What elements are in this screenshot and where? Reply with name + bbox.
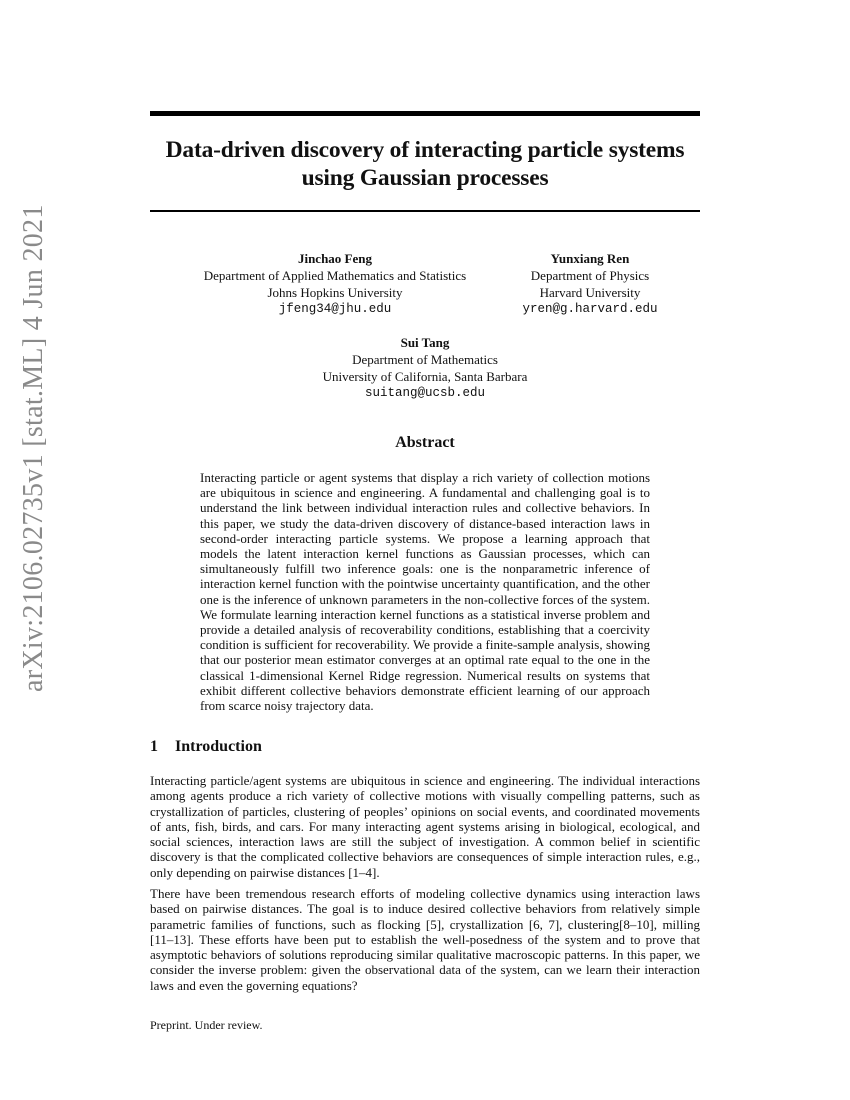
- paper-title: Data-driven discovery of interacting particle systems using Gaussian processes: [165, 137, 685, 191]
- author-institution: University of California, Santa Barbara: [322, 369, 528, 384]
- section-title: Introduction: [175, 738, 262, 755]
- author-name: Jinchao Feng: [297, 251, 373, 266]
- arxiv-stamp: arXiv:2106.02735v1 [stat.ML] 4 Jun 2021: [18, 204, 49, 692]
- section-number: 1: [150, 738, 158, 755]
- body-paragraph: There have been tremendous research efforts of modeling collective dynamics using interaction laws based on pairwise distances. The goal is to induce desired collective behaviors from relatively simple parametric families of functions, such as flocking [5], crystallization [6, 7], clustering[8–10], milling [11–13]. These efforts have been put to establish the well-posedness of the system and to prove that asymptotic behaviors of solutions reproducing similar qualitative macroscopic patterns. In this paper, we consider the inverse problem: given the observational data of the system, can we learn their interaction laws and even the governing equations?: [150, 886, 700, 993]
- author-email[interactable]: yren@g.harvard.edu: [522, 302, 658, 316]
- author-block: [300, 334, 550, 402]
- section-heading: [150, 738, 262, 756]
- author-email[interactable]: suitang@ucsb.edu: [364, 386, 486, 400]
- footer-note: Preprint. Under review.: [150, 1018, 263, 1032]
- abstract-heading: Abstract: [395, 434, 455, 451]
- abstract-text: Interacting particle or agent systems that display a rich variety of collection motions are ubiquitous in science and engineering. A fundamental and challenging goal is to understand the link between individual interaction rules and collective behaviors. In this paper, we study the data-driven discovery of distance-based interaction laws in second-order interacting particle systems. We propose a learning approach that models the latent interaction kernel functions as Gaussian processes, which can simultaneously fulfill two inference goals: one is the nonparametric inference of interaction kernel function with the pointwise uncertainty quantification, and the other one is the inference of unknown parameters in the non-collective forces of the system. We formulate learning interaction kernel functions as a statistical inverse problem and provide a detailed analysis of recoverability conditions, establishing that a coercivity condition is sufficient for recoverability. We provide a finite-sample analysis, showing that our posterior mean estimator converges at an optimal rate equal to the one in the classical 1-dimensional Kernel Ridge regression. Numerical results on systems that exhibit different collective behaviors demonstrate efficient learning of our approach from scarce noisy trajectory data.: [200, 470, 650, 714]
- author-block: [505, 250, 675, 318]
- author-institution: Johns Hopkins University: [267, 285, 403, 300]
- body-paragraph: Interacting particle/agent systems are ubiquitous in science and engineering. The individual interactions among agents produce a rich variety of collective motions with visually compelling patterns, such as crystallization of particles, clustering of peoples’ opinions on social events, and coordinated movements of ants, fish, birds, and cars. For many interacting agent systems arising in biological, ecological, and social sciences, interaction laws are still the subject of investigation. A common belief in scientific discovery is that the complicated collective behaviors are consequences of simple interaction rules, e.g., only depending on pairwise distances [1–4].: [150, 773, 700, 880]
- title-rule-bottom: [150, 210, 700, 212]
- title-rule-top: [150, 111, 700, 116]
- author-dept: Department of Applied Mathematics and Statistics: [203, 268, 467, 283]
- author-email[interactable]: jfeng34@jhu.edu: [278, 302, 392, 316]
- author-dept: Department of Physics: [530, 268, 650, 283]
- author-name: Sui Tang: [400, 335, 450, 350]
- author-dept: Department of Mathematics: [352, 352, 498, 367]
- author-institution: Harvard University: [539, 285, 641, 300]
- author-name: Yunxiang Ren: [550, 251, 630, 266]
- author-block: [180, 250, 490, 318]
